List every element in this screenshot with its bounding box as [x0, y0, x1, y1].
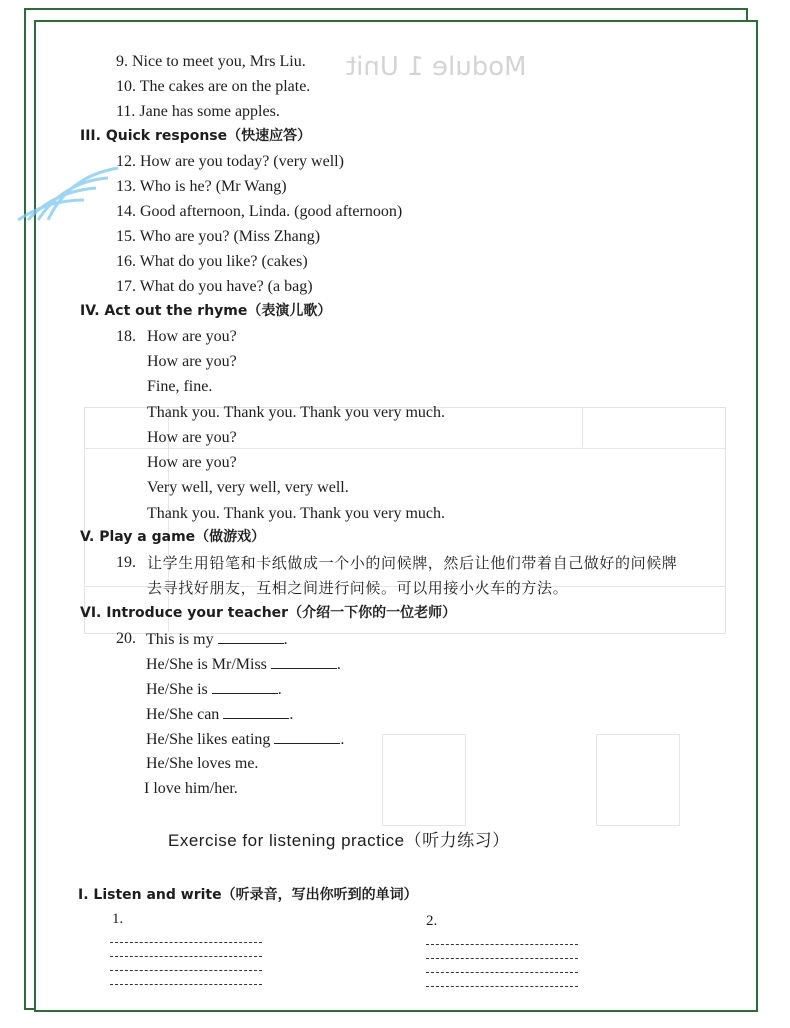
- answer-writing-line[interactable]: [110, 956, 262, 957]
- item-number: 11.: [116, 103, 136, 120]
- list-item: [116, 152, 344, 172]
- section-heading-quick-response: III. Quick response（快速应答）: [80, 128, 312, 144]
- answer-writing-line[interactable]: [426, 944, 578, 945]
- ghost-figure-box: [596, 734, 680, 826]
- list-item: [116, 52, 306, 72]
- item-number: 10.: [116, 78, 136, 95]
- item-text: What do you like? (cakes): [139, 253, 308, 270]
- ghost-module-title: Module 1 Unit: [346, 52, 527, 82]
- fill-in-line: He/She is Mr/Miss .: [146, 656, 341, 673]
- rhyme-line: How are you?: [147, 353, 237, 370]
- fill-in-line: He/She loves me.: [146, 755, 259, 772]
- item-number: 9.: [116, 53, 128, 70]
- item-text: What do you have? (a bag): [139, 278, 313, 295]
- fill-in-line: He/She is .: [146, 681, 282, 698]
- game-instruction-line: 让学生用铅笔和卡纸做成一个小的问候牌，然后让他们带着自己做好的问候牌: [147, 554, 678, 572]
- answer-blank[interactable]: [223, 704, 289, 719]
- fill-in-line: He/She can .: [146, 706, 294, 723]
- list-item: [116, 252, 308, 272]
- item-number: 17.: [116, 278, 136, 295]
- rhyme-line: Fine, fine.: [147, 378, 213, 395]
- fill-in-line: This is my .: [146, 631, 288, 648]
- list-item: [116, 202, 402, 222]
- game-instruction-line: 去寻找好朋友，互相之间进行问候。可以用接小火车的方法。: [147, 579, 569, 597]
- answer-writing-line[interactable]: [426, 958, 578, 959]
- rhyme-line: Very well, very well, very well.: [147, 479, 349, 496]
- fill-in-line: He/She likes eating .: [146, 731, 345, 748]
- answer-blank[interactable]: [212, 679, 278, 694]
- item-number: 15.: [116, 228, 136, 245]
- rhyme-line: Thank you. Thank you. Thank you very much.: [147, 505, 446, 522]
- item-number: 12.: [116, 153, 136, 170]
- item-text: Who are you? (Miss Zhang): [139, 228, 321, 245]
- section-heading-game: V. Play a game（做游戏）: [80, 529, 266, 545]
- section-heading-introduce-teacher: VI. Introduce your teacher（介绍一下你的一位老师）: [80, 605, 457, 621]
- ghost-figure-box: [382, 734, 466, 826]
- item-text: The cakes are on the plate.: [139, 78, 311, 95]
- fill-in-line: I love him/her.: [144, 780, 238, 797]
- list-item: [116, 227, 320, 247]
- answer-writing-line[interactable]: [426, 986, 578, 987]
- list-item: [116, 102, 280, 122]
- answer-blank[interactable]: [271, 654, 337, 669]
- item-text: Nice to meet you, Mrs Liu.: [132, 53, 306, 70]
- listening-practice-title: Exercise for listening practice（听力练习）: [168, 831, 510, 850]
- rhyme-line: How are you?: [147, 454, 237, 471]
- item-text: Jane has some apples.: [139, 103, 280, 120]
- list-item: [116, 177, 287, 197]
- item-text: Who is he? (Mr Wang): [139, 178, 287, 195]
- answer-blank[interactable]: [274, 729, 340, 744]
- list-item: [116, 77, 310, 97]
- answer-number: 1.: [112, 911, 124, 927]
- rhyme-line: Thank you. Thank you. Thank you very much.: [147, 404, 446, 421]
- item-text: Good afternoon, Linda. (good afternoon): [140, 203, 403, 220]
- item-number: 13.: [116, 178, 136, 195]
- answer-number: 2.: [426, 913, 438, 929]
- rhyme-line: How are you?: [147, 328, 237, 345]
- item-text: How are you today? (very well): [140, 153, 344, 170]
- item-number: 18.: [116, 328, 136, 345]
- item-number: 19.: [116, 554, 136, 571]
- item-number: 16.: [116, 253, 136, 270]
- list-item: [116, 277, 313, 297]
- answer-writing-line[interactable]: [110, 970, 262, 971]
- ghost-table-divider: [582, 407, 583, 447]
- section-heading-rhyme: IV. Act out the rhyme（表演儿歌）: [80, 303, 332, 319]
- answer-blank[interactable]: [218, 629, 284, 644]
- answer-writing-line[interactable]: [110, 984, 262, 985]
- item-number: 20.: [116, 630, 136, 647]
- answer-writing-line[interactable]: [426, 972, 578, 973]
- section-heading-listen-write: I. Listen and write（听录音，写出你听到的单词）: [78, 887, 418, 903]
- answer-writing-line[interactable]: [110, 942, 262, 943]
- rhyme-line: How are you?: [147, 429, 237, 446]
- item-number: 14.: [116, 203, 136, 220]
